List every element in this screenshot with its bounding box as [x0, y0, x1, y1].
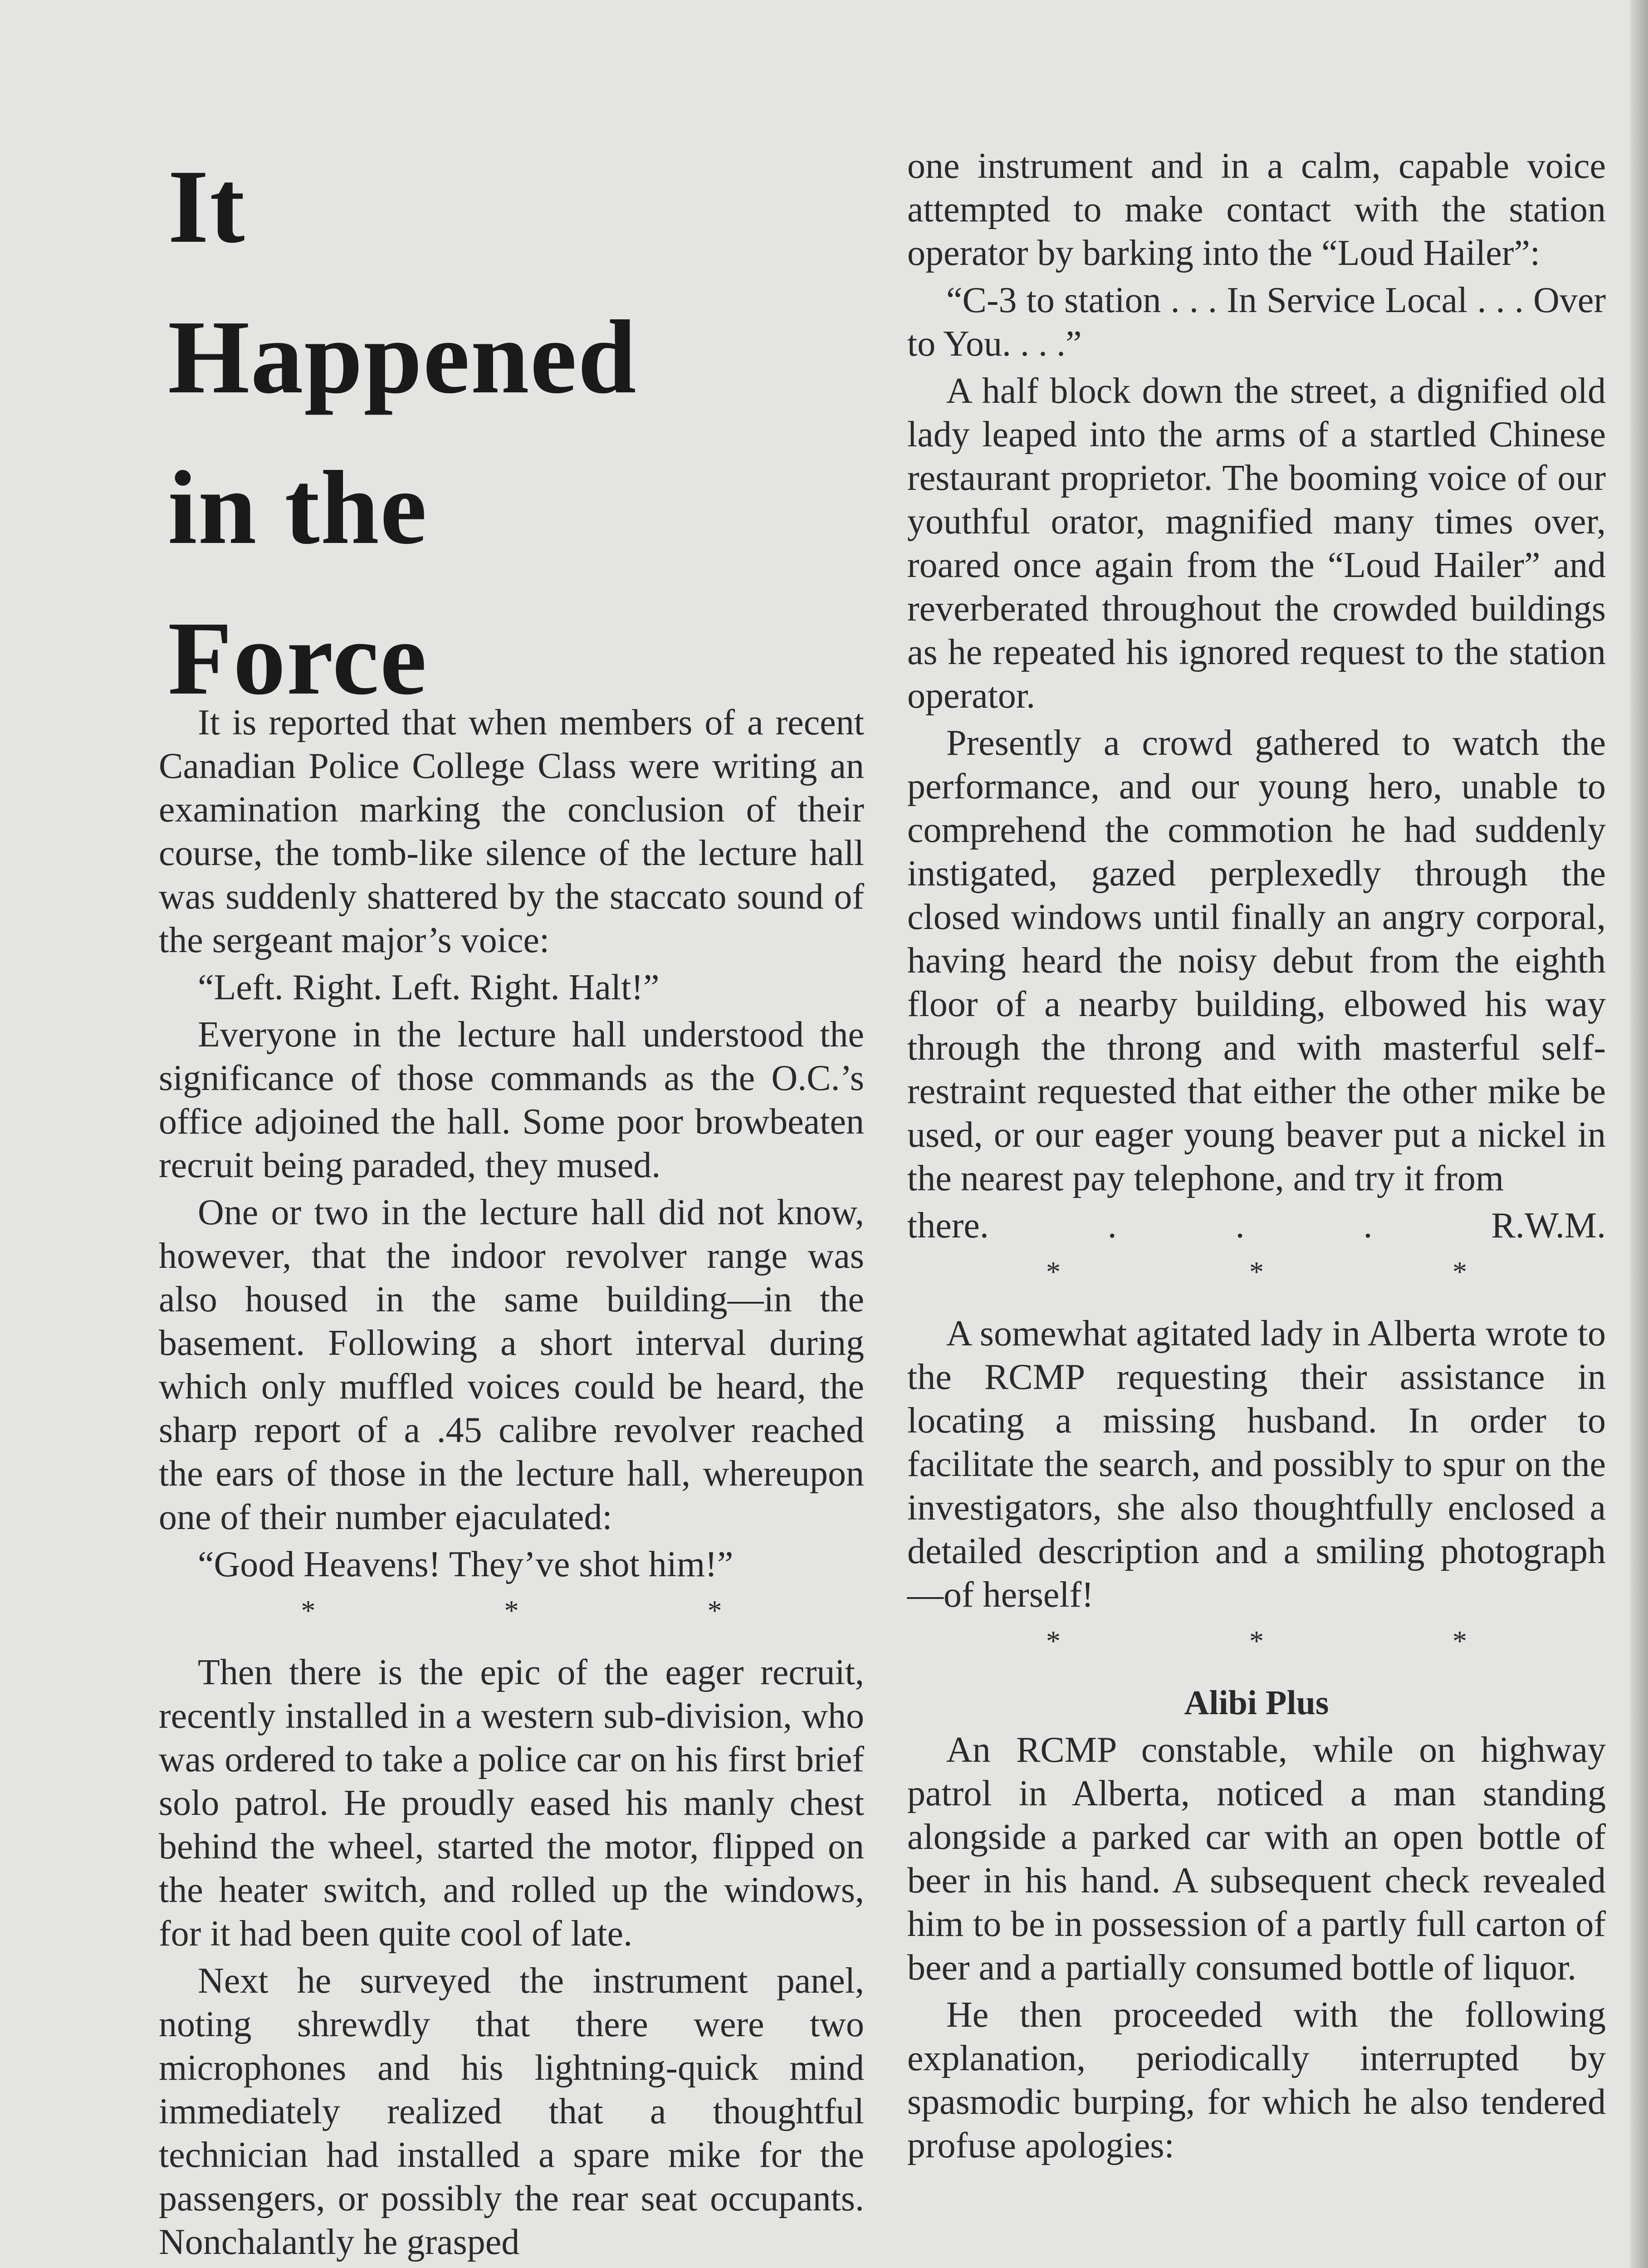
quote-paragraph: “Left. Right. Left. Right. Halt!”	[198, 968, 660, 1007]
section-separator: * * *	[1046, 1625, 1558, 1657]
page-edge-shadow	[1630, 0, 1648, 2268]
article-title	[168, 132, 848, 734]
right-column	[907, 144, 1606, 2171]
section-separator: * * *	[301, 1594, 813, 1627]
paragraph: Presently a crowd gathered to watch the performance, and our young hero, unable to comprehend the commotion he had suddenly instigated, gazed perplexedly through the closed windows until finally an angry corporal, having heard the noisy debut from the eighth floor of a nearby building, elbowed his way through the throng and with masterful self-restraint requested that either the other mike be used, or our eager young beaver put a nickel in the nearest pay telephone, and try it from	[907, 723, 1606, 1198]
paragraph: Everyone in the lecture hall understood the significance of those commands as the O.C.’s office adjoined the hall. Some poor browbeaten recruit being paraded, they mused.	[159, 1015, 864, 1185]
paragraph-end: there. . . .	[907, 1206, 1373, 1246]
signature-line	[907, 1204, 1606, 1247]
paragraph: Next he surveyed the instrument panel, noting shrewdly that there were two microphones and his lightning-quick mind immediately realized that a thoughtful technician had installed a spare mike for the passengers, or possibly the rear seat occupants. Nonchalantly he grasped	[159, 1961, 864, 2262]
paragraph: A somewhat agitated lady in Alberta wrote to the RCMP requesting their assistance in locating a missing husband. In order to facilitate the search, and possibly to spur on the investigators, she also thoughtfully enclosed a detailed description and a smiling photograph—of herself!	[907, 1314, 1606, 1615]
title-line-1: It	[168, 148, 246, 265]
paragraph: A half block down the street, a dignified old lady leaped into the arms of a startled Chinese restaurant proprietor. The booming voice of our youthful orator, magnified many times over, roared once again from the “Loud Hailer” and reverberated throughout the crowded buildings as he repeated his ignored request to the station operator.	[907, 371, 1606, 716]
quote-paragraph: “Good Heavens! They’ve shot him!”	[198, 1545, 734, 1584]
left-column	[159, 701, 864, 2268]
title-line-4: Force	[168, 600, 428, 717]
paragraph: He then proceeded with the following explanation, periodically interrupted by spasmodic burping, for which he also tendered profuse apologies:	[907, 1995, 1606, 2165]
section-separator: * * *	[1046, 1256, 1558, 1288]
paragraph-continued: one instrument and in a calm, capable voice attempted to make contact with the station operator by barking into the “Loud Hailer”:	[907, 146, 1606, 273]
paragraph: One or two in the lecture hall did not know, however, that the indoor revolver range was also housed in the same building—in the basement. Following a short interval during which only muffled voices could be heard, the sharp report of a .45 calibre revolver reached the ears of those in the lecture hall, whereupon one of their number ejaculated:	[159, 1193, 864, 1537]
quote-paragraph: “C-3 to station . . . In Service Local . . . Over to You. . . .”	[907, 280, 1606, 364]
author-initials: R.W.M.	[1491, 1206, 1606, 1246]
title-line-3: in the	[168, 450, 428, 566]
paragraph: An RCMP constable, while on highway patrol in Alberta, noticed a man standing alongside a parked car with an open bottle of beer in his hand. A subsequent check revealed him to be in possession of a partly full carton of beer and a partially consumed bottle of liquor.	[907, 1730, 1606, 1988]
title-line-2: Happened	[168, 299, 637, 415]
section-heading: Alibi Plus	[1184, 1684, 1329, 1722]
paragraph: Then there is the epic of the eager recruit, recently installed in a western sub-division, who was ordered to take a police car on his first brief solo patrol. He proudly eased his manly chest behind the wheel, started the motor, flipped on the heater switch, and rolled up the windows, for it had been quite cool of late.	[159, 1652, 864, 1954]
paragraph: It is reported that when members of a recent Canadian Police College Class were writing an examination marking the conclusion of their course, the tomb-like silence of the lecture hall was suddenly shattered by the staccato sound of the sergeant major’s voice:	[159, 703, 864, 960]
